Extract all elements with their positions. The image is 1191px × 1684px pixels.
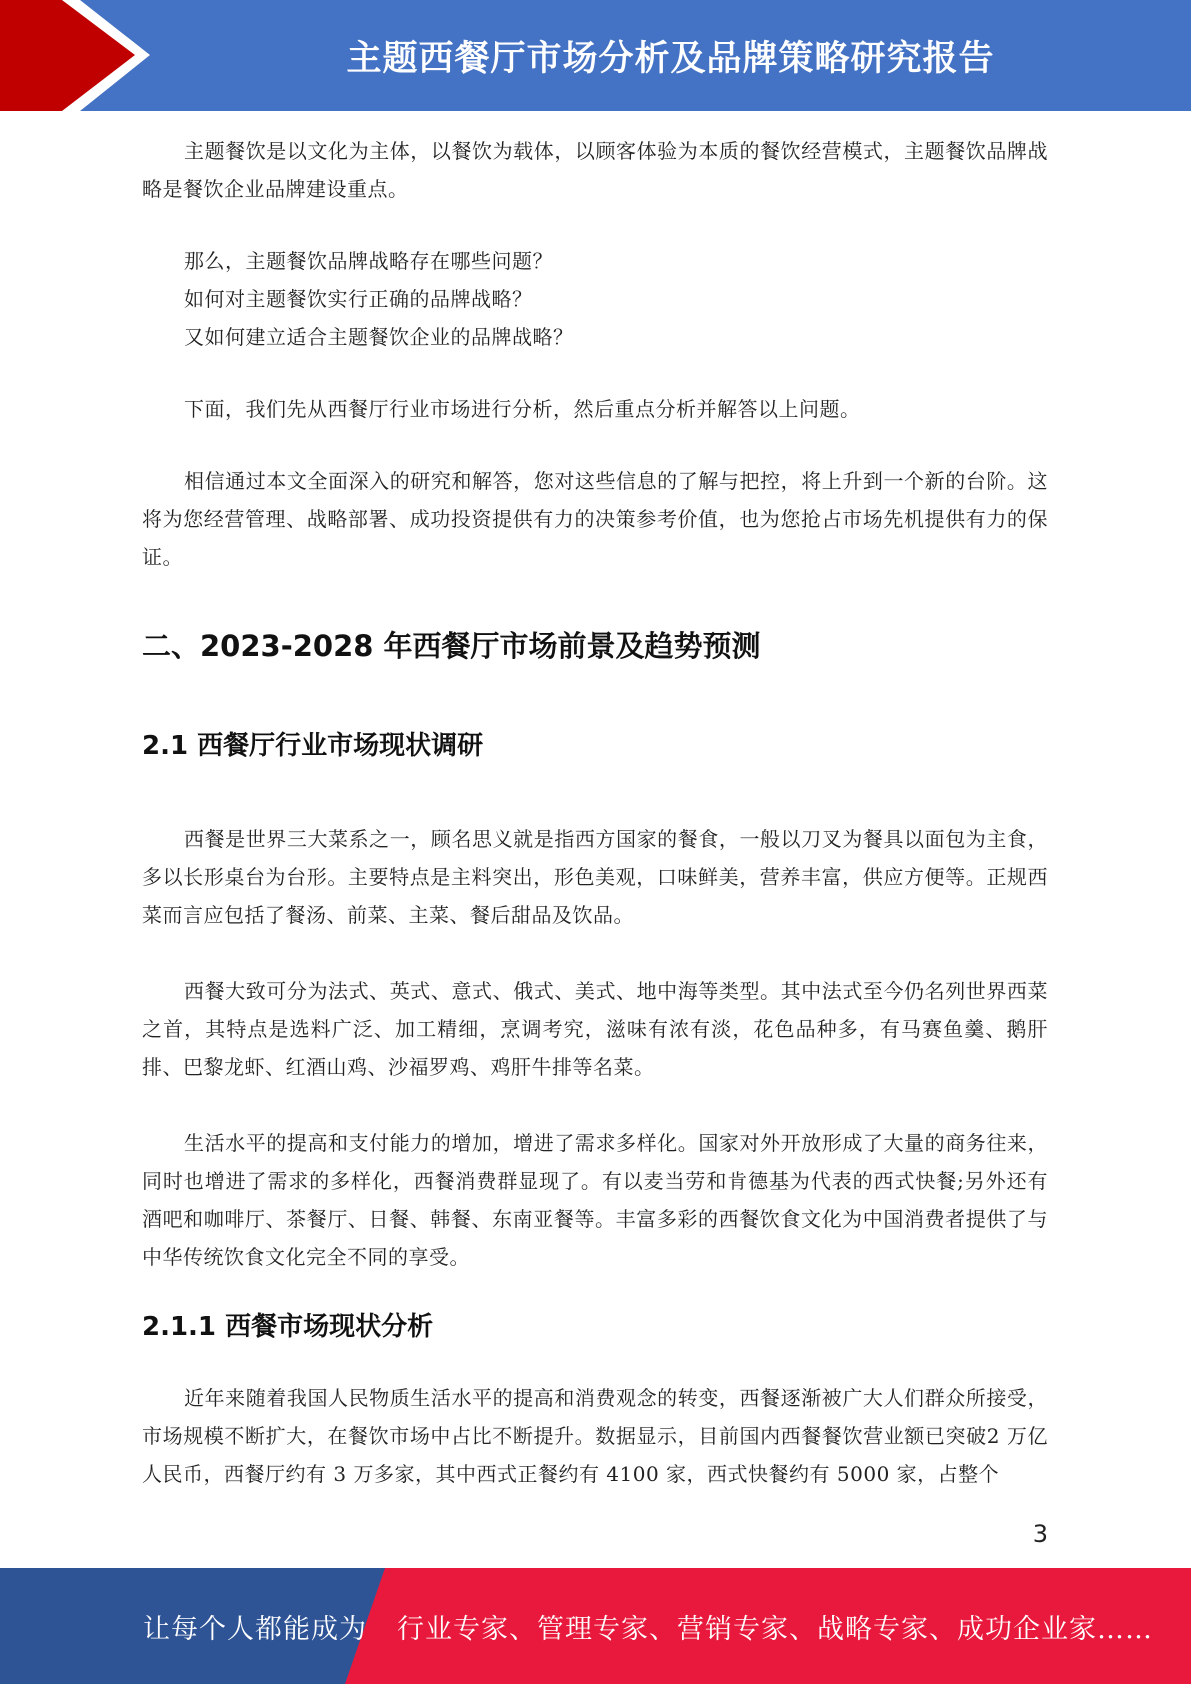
question-item: 如何对主题餐饮实行正确的品牌战略？	[184, 287, 533, 311]
subsubsection-heading: 2.1.1 西餐市场现状分析	[142, 1312, 434, 1342]
intro-paragraph: 主题餐饮是以文化为主体，以餐饮为载体，以顾客体验为本质的餐饮经营模式，主题餐饮品牌战略是餐饮企业品牌建设重点。	[142, 139, 1048, 201]
intro-paragraph: 相信通过本文全面深入的研究和解答，您对这些信息的了解与把控，将上升到一个新的台阶。这将为您经营管理、战略部署、成功投资提供有力的决策参考价值，也为您抢占市场先机提供有力的保证。	[142, 469, 1048, 569]
body-paragraph: 生活水平的提高和支付能力的增加，增进了需求多样化。国家对外开放形成了大量的商务往来，同时也增进了需求的多样化，西餐消费群显现了。有以麦当劳和肯德基为代表的西式快餐;另外还有酒吧和咖啡厅、茶餐厅、日餐、韩餐、东南亚餐等。丰富多彩的西餐饮食文化为中国消费者提供了与中华传统饮食文化完全不同的享受。	[142, 1131, 1048, 1269]
report-title: 主题西餐厅市场分析及品牌策略研究报告	[346, 38, 995, 79]
page-number: 3	[1032, 1520, 1048, 1548]
question-item: 又如何建立适合主题餐饮企业的品牌战略？	[184, 325, 574, 349]
subsection-heading: 2.1 西餐厅行业市场现状调研	[142, 731, 484, 761]
page-content	[142, 132, 1048, 1493]
body-paragraph: 西餐是世界三大菜系之一，顾名思义就是指西方国家的餐食，一般以刀叉为餐具以面包为主食，多以长形桌台为台形。主要特点是主料突出，形色美观，口味鲜美，营养丰富，供应方便等。正规西菜而言应包括了餐汤、前菜、主菜、餐后甜品及饮品。	[142, 827, 1048, 927]
question-item: 那么，主题餐饮品牌战略存在哪些问题？	[184, 249, 553, 273]
section-heading: 二、2023-2028 年西餐厅市场前景及趋势预测	[142, 629, 761, 663]
body-paragraph: 西餐大致可分为法式、英式、意式、俄式、美式、地中海等类型。其中法式至今仍名列世界西菜之首，其特点是选料广泛、加工精细，烹调考究，滋味有浓有淡，花色品种多，有马赛鱼羹、鹅肝排、巴黎龙虾、红酒山鸡、沙福罗鸡、鸡肝牛排等名菜。	[142, 979, 1048, 1079]
footer-slogan-left: 让每个人都能成为	[143, 1613, 367, 1645]
body-paragraph: 近年来随着我国人民物质生活水平的提高和消费观念的转变，西餐逐渐被广大人们群众所接受，市场规模不断扩大，在餐饮市场中占比不断提升。数据显示，目前国内西餐餐饮营业额已突破2 万亿人民币，西餐厅约有 3 万多家，其中西式正餐约有 4100 家，西式快餐约有 5000 家，占整个	[142, 1386, 1048, 1486]
intro-paragraph: 下面，我们先从西餐厅行业市场进行分析，然后重点分析并解答以上问题。	[184, 397, 861, 421]
footer-band	[0, 1568, 1191, 1684]
header-band	[0, 0, 1191, 111]
footer-slogan-right: 行业专家、管理专家、营销专家、战略专家、成功企业家……	[397, 1613, 1153, 1645]
